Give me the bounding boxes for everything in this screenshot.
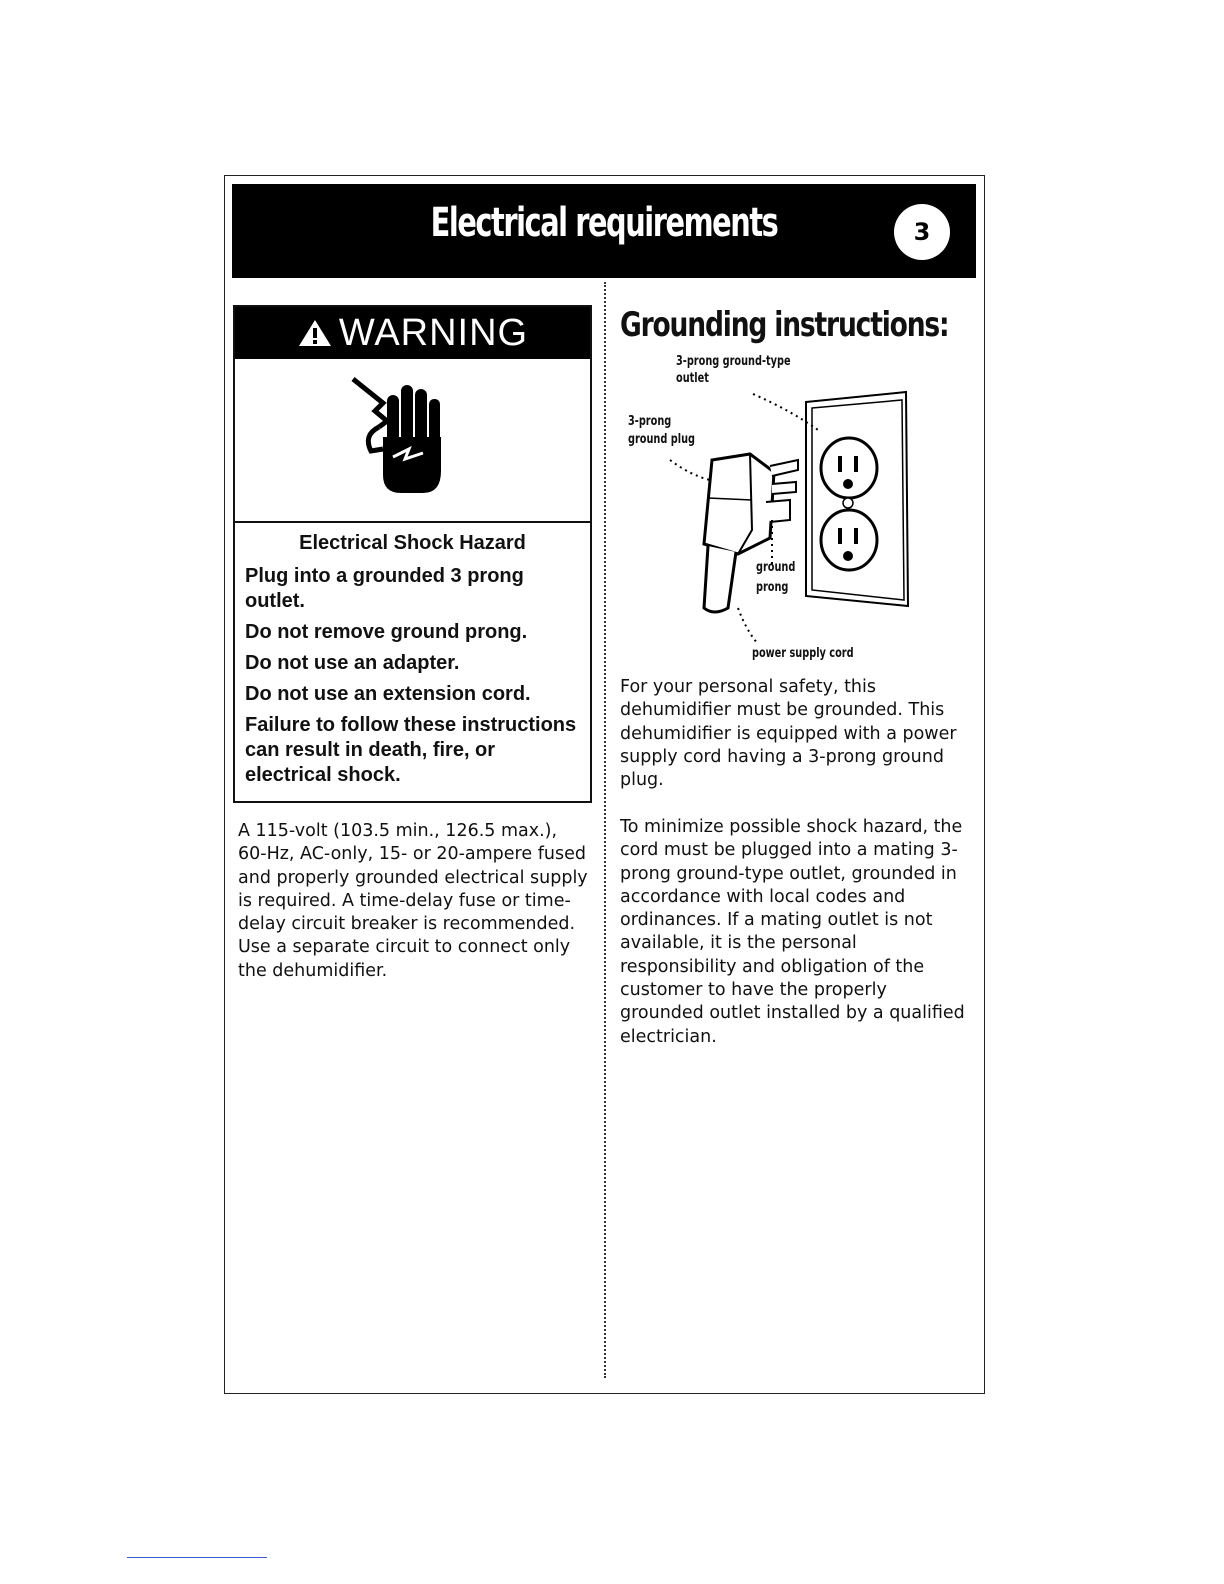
plug-outlet-illustration <box>620 350 970 670</box>
cord-label: power supply cord <box>752 646 854 661</box>
shock-hazard-illustration <box>235 359 590 522</box>
ground-prong-label-line1: ground <box>756 560 796 575</box>
warning-box <box>233 305 592 803</box>
grounding-heading: Grounding instructions: <box>620 305 949 345</box>
electric-shock-hand-icon <box>343 375 453 505</box>
page-title: Electrical requirements <box>430 200 778 246</box>
plug-label-line1: 3-prong <box>628 414 672 429</box>
hazard-text <box>245 531 580 794</box>
column-divider <box>604 282 606 1378</box>
hazard-title: Electrical Shock Hazard <box>299 532 526 554</box>
hazard-line: Plug into a grounded 3 prong outlet. <box>245 565 524 612</box>
page-number-badge: 3 <box>894 204 950 260</box>
hazard-divider <box>235 521 590 523</box>
warning-triangle-icon <box>297 318 333 348</box>
grounding-paragraph-1: For your personal safety, this dehumidifier must be grounded. This dehumidifier is equipped with a power supply cord having a 3-prong ground plug. <box>620 677 957 791</box>
warning-banner <box>235 307 590 359</box>
header-bar <box>232 184 976 278</box>
footer-link-rule <box>127 1557 267 1558</box>
grounding-paragraph-2: To minimize possible shock hazard, the cord must be plugged into a mating 3-prong ground-type outlet, grounded in accordance with local codes and ordinances. If a mating outlet is not available, it is the personal responsibility and obligation of the customer to have the properly grounded outlet installed by a qualified electrician. <box>620 817 965 1047</box>
outlet-label-line2: outlet <box>676 371 709 386</box>
grounding-diagram <box>620 350 970 670</box>
outlet-label-line1: 3-prong ground-type <box>676 354 791 369</box>
plug-label-line2: ground plug <box>628 432 695 447</box>
hazard-line: Failure to follow these instructions can result in death, fire, or electrical shock. <box>245 714 577 786</box>
hazard-line: Do not use an extension cord. <box>245 683 531 705</box>
warning-label: WARNING <box>338 311 529 354</box>
hazard-line: Do not use an adapter. <box>245 652 460 674</box>
ground-prong-label-line2: prong <box>756 580 789 595</box>
hazard-line: Do not remove ground prong. <box>245 621 528 643</box>
electrical-supply-paragraph: A 115-volt (103.5 min., 126.5 max.), 60-Hz, AC-only, 15- or 20-ampere fused and properly grounded electrical supply is required. A time-delay fuse or time-delay circuit breaker is recommended. Use a separate circuit to connect only the dehumidifier. <box>238 821 588 981</box>
